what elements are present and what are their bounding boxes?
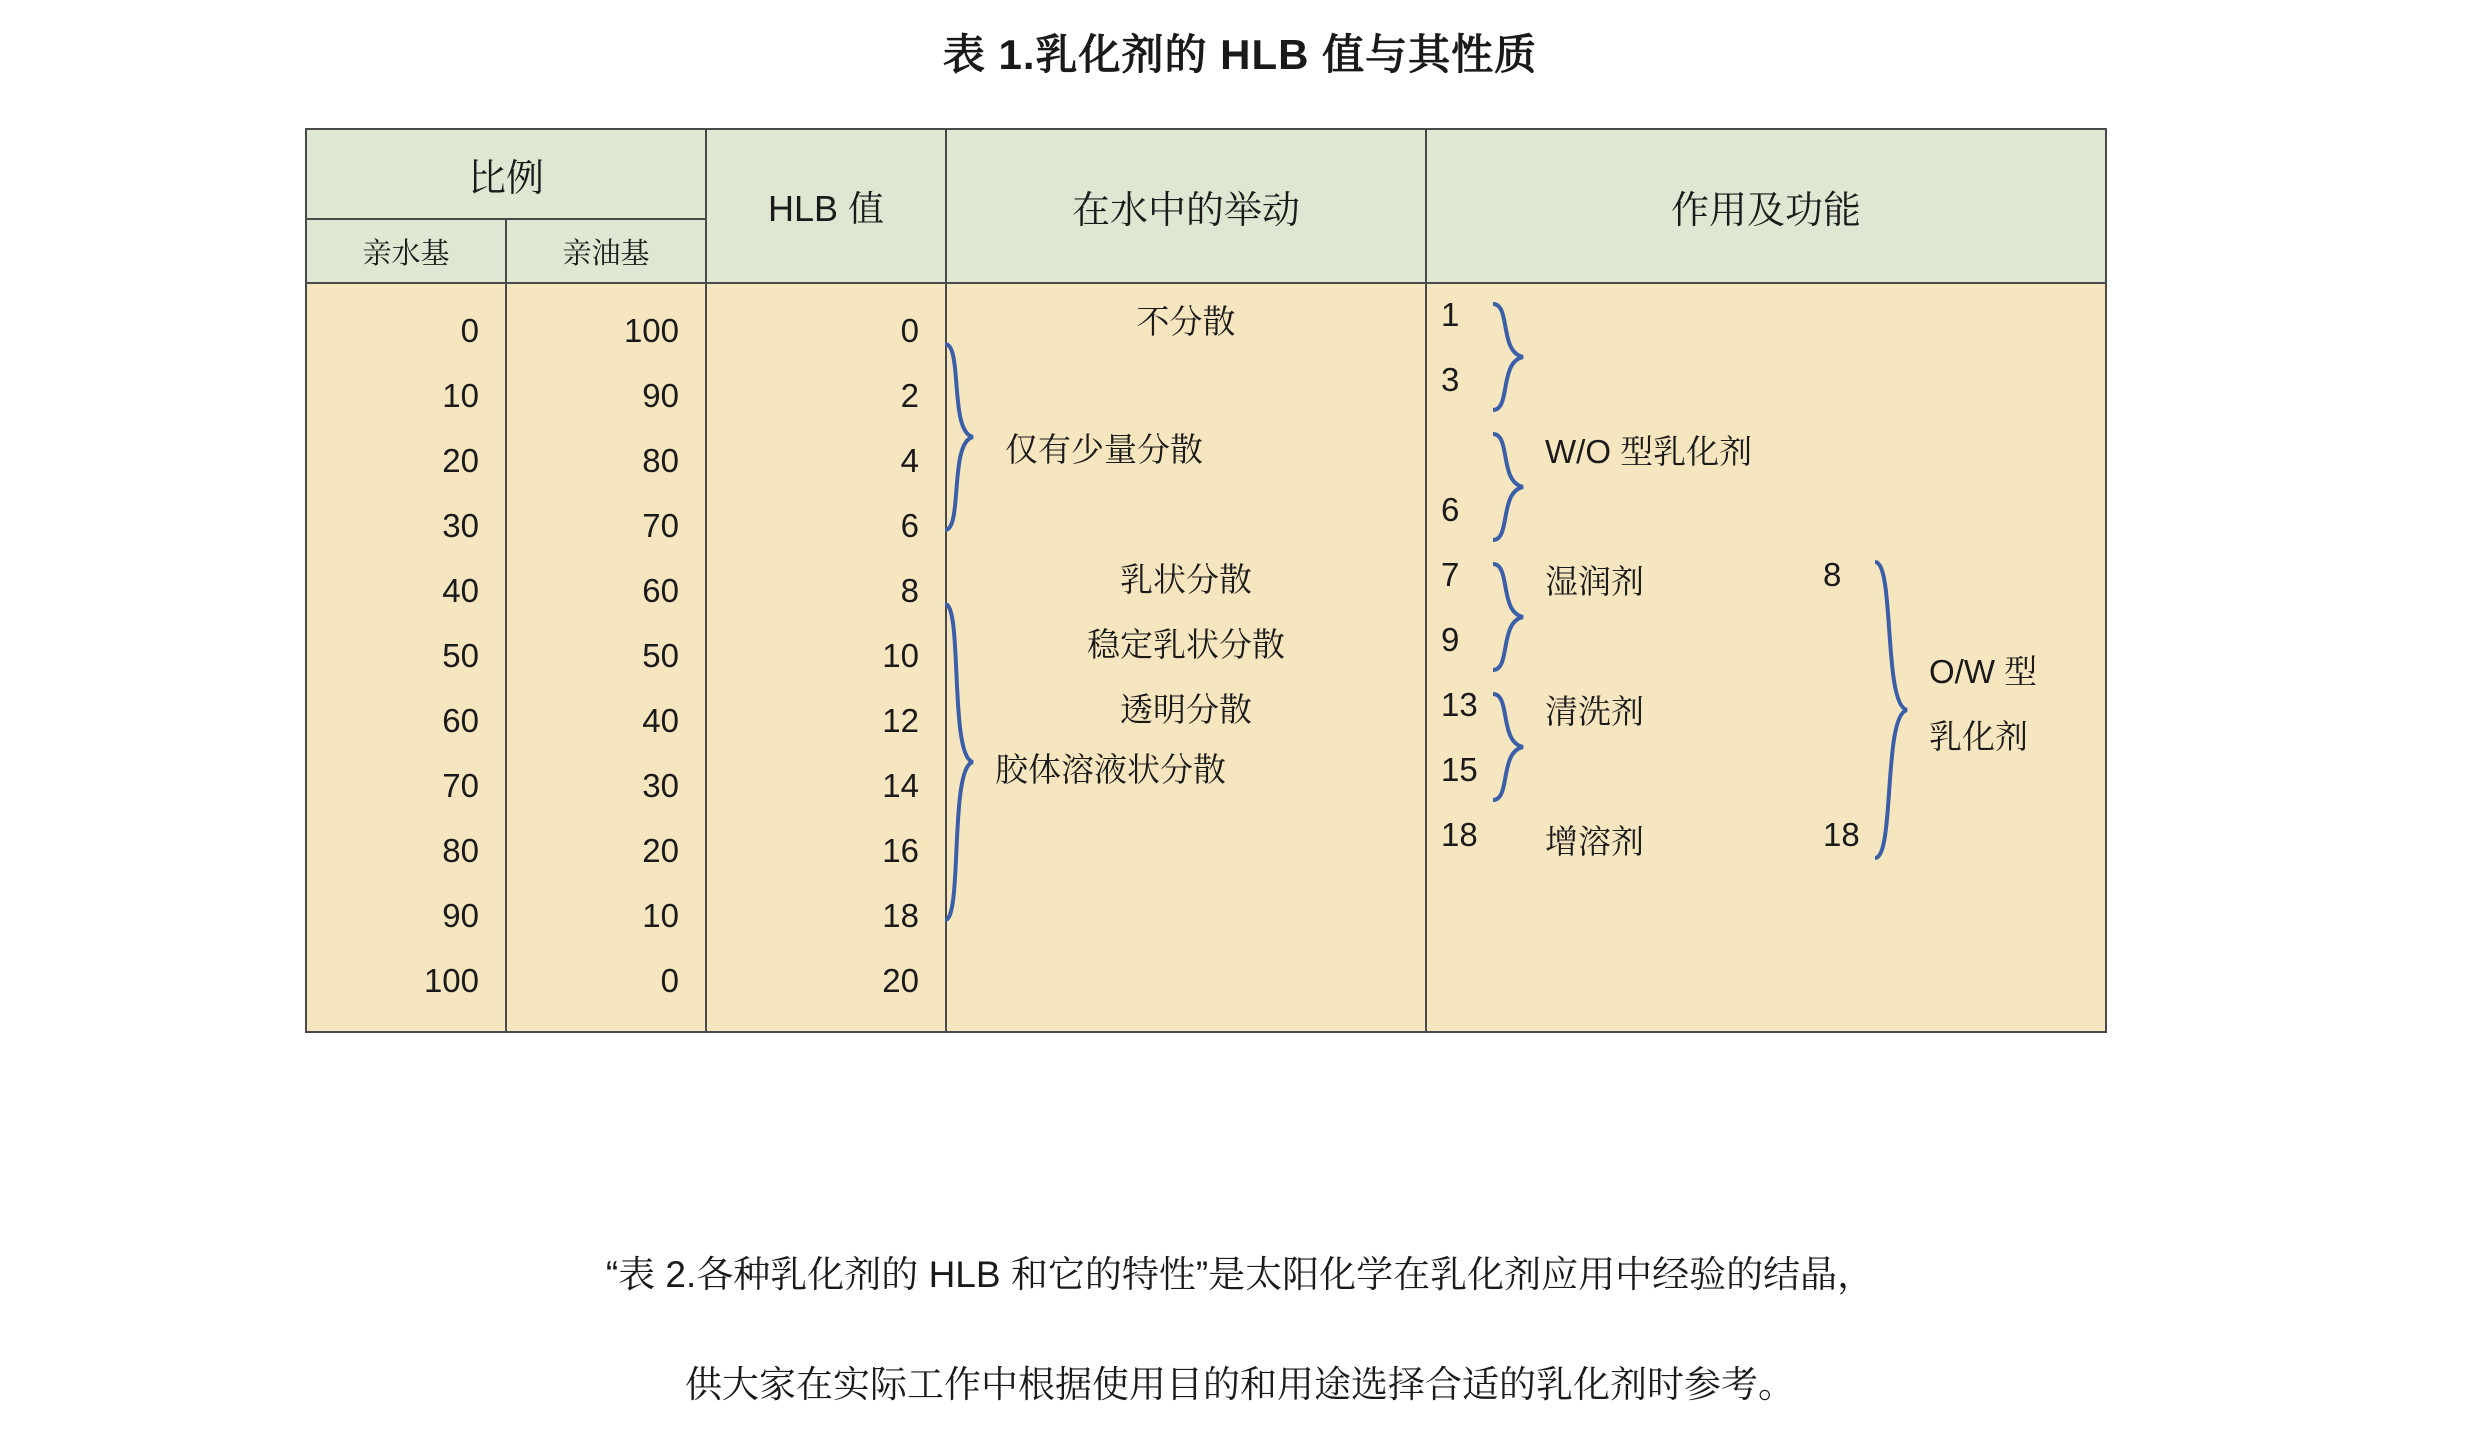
function-label-wo: W/O 型乳化剂	[1545, 433, 1753, 470]
cell-value: 20	[642, 832, 680, 869]
function-label-solubilizer: 增溶剂	[1545, 823, 1645, 860]
cell-value: 80	[442, 832, 479, 869]
cell-value: 10	[642, 897, 680, 934]
function-marker-18: 18	[1441, 816, 1478, 853]
cell-value: 50	[442, 637, 479, 674]
cell-value: 80	[642, 442, 680, 479]
header-function: 作用及功能	[1426, 129, 2106, 283]
footer-paragraph-line-2: 供大家在实际工作中根据使用目的和用途选择合适的乳化剂时参考。	[685, 1364, 1795, 1405]
cell-value: 18	[882, 897, 920, 934]
function-marker-7: 7	[1441, 556, 1460, 593]
cell-value: 16	[882, 832, 920, 869]
table-body-row	[306, 283, 2106, 1032]
cell-value: 60	[442, 702, 479, 739]
cell-value: 60	[642, 572, 680, 609]
table-header-row-1	[306, 129, 2106, 219]
cell-value: 0	[660, 962, 680, 999]
hydrophilic-values	[307, 284, 505, 1031]
function-label-ow-2: 乳化剂	[1929, 718, 2029, 755]
page-title: 表 1.乳化剂的 HLB 值与其性质	[942, 31, 1538, 78]
cell-value: 70	[442, 767, 479, 804]
cell-value: 4	[900, 442, 920, 479]
cell-value: 0	[460, 312, 479, 349]
cell-value: 100	[623, 312, 680, 349]
cell-value: 30	[442, 507, 479, 544]
cell-value: 10	[882, 637, 920, 674]
cell-value: 0	[900, 312, 920, 349]
header-behavior: 在水中的举动	[946, 129, 1426, 283]
function-marker-13: 13	[1441, 686, 1478, 723]
hlb-column	[706, 283, 946, 1032]
hlb-table-container	[305, 128, 2105, 1033]
behavior-column	[946, 283, 1426, 1032]
function-brace-wetting-icon	[1489, 562, 1529, 672]
cell-value: 2	[900, 377, 920, 414]
cell-value: 40	[642, 702, 680, 739]
behavior-content	[947, 284, 1425, 1014]
hydrophilic-column	[306, 283, 506, 1032]
cell-value: 20	[442, 442, 479, 479]
function-brace-wo-bottom-icon	[1489, 432, 1529, 542]
behavior-label-1: 仅有少量分散	[1005, 431, 1204, 468]
cell-value: 8	[900, 572, 920, 609]
cell-value: 40	[442, 572, 479, 609]
header-ratio: 比例	[306, 129, 706, 219]
function-marker-1: 1	[1441, 296, 1460, 333]
function-marker-3: 3	[1441, 361, 1460, 398]
behavior-label-3: 稳定乳状分散	[1087, 626, 1286, 663]
header-hydrophilic: 亲水基	[306, 219, 506, 283]
behavior-label-5: 胶体溶液状分散	[995, 751, 1227, 788]
function-marker-6: 6	[1441, 491, 1460, 528]
cell-value: 100	[423, 962, 479, 999]
function-label-wetting: 湿润剂	[1545, 563, 1645, 600]
function-column	[1426, 283, 2106, 1032]
cell-value: 90	[442, 897, 479, 934]
function-brace-ow-icon	[1871, 560, 1917, 860]
function-marker-15: 15	[1441, 751, 1478, 788]
lipophilic-values	[507, 284, 705, 1031]
hlb-table	[305, 128, 2107, 1033]
header-hlb: HLB 值	[706, 129, 946, 283]
function-marker-8: 8	[1823, 556, 1842, 593]
header-lipophilic: 亲油基	[506, 219, 706, 283]
cell-value: 70	[642, 507, 680, 544]
cell-value: 50	[642, 637, 680, 674]
function-brace-wo-top-icon	[1489, 302, 1529, 412]
behavior-label-2: 乳状分散	[1120, 561, 1253, 598]
function-brace-cleaning-icon	[1489, 692, 1529, 802]
behavior-label-4: 透明分散	[1120, 691, 1253, 728]
function-label-cleaning: 清洗剂	[1545, 693, 1645, 730]
cell-value: 6	[900, 507, 920, 544]
function-marker-9: 9	[1441, 621, 1460, 658]
cell-value: 20	[882, 962, 920, 999]
hlb-values	[707, 284, 945, 1031]
function-marker-18b: 18	[1823, 816, 1860, 853]
function-label-ow-1: O/W 型	[1929, 653, 2038, 690]
cell-value: 10	[442, 377, 479, 414]
lipophilic-column	[506, 283, 706, 1032]
behavior-brace-1-icon	[939, 342, 983, 532]
cell-value: 30	[642, 767, 680, 804]
footer-paragraph-line-1: “表 2.各种乳化剂的 HLB 和它的特性”是太阳化学在乳化剂应用中经验的结晶，	[605, 1254, 1875, 1295]
function-content	[1427, 284, 2105, 1014]
cell-value: 14	[882, 767, 920, 804]
cell-value: 12	[882, 702, 920, 739]
behavior-label-0: 不分散	[1136, 303, 1236, 340]
cell-value: 90	[642, 377, 680, 414]
